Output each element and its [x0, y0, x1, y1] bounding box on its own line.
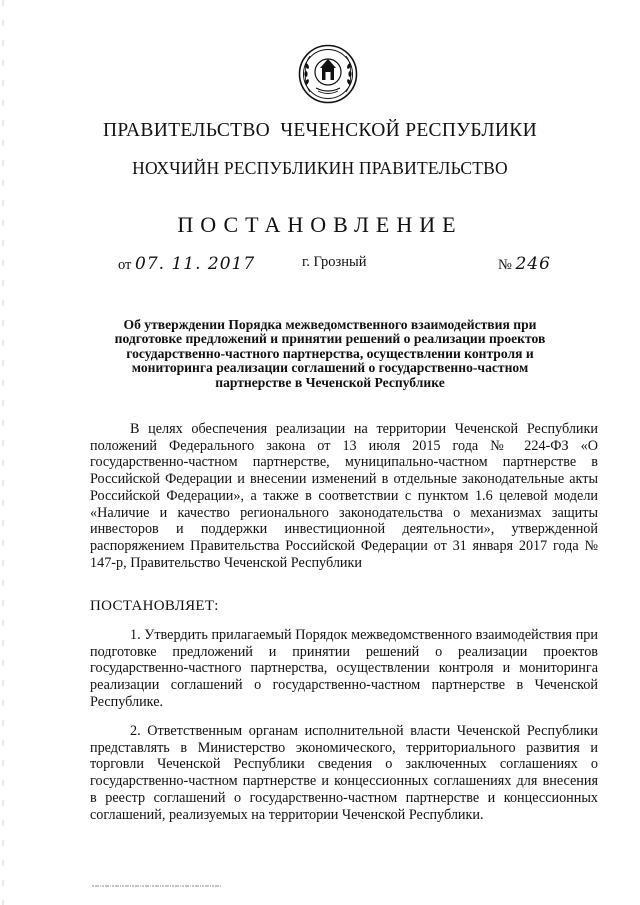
- document-city: г. Грозный: [302, 254, 367, 270]
- document-number: [498, 254, 551, 274]
- government-name-russian: ПРАВИТЕЛЬСТВО ЧЕЧЕНСКОЙ РЕСПУБЛИКИ: [103, 120, 537, 141]
- item-2-paragraph: 2. Ответственным органам исполнительной власти Чеченской Республики представлять в Министерство экономического, территориального развития и торговли Чеченской Республики сведения о заключенных соглашениях о государственно-частном партнерстве и концессионных соглашениях для внесения в реестр соглашений о государственно-частном партнерстве и концессионных соглашений, реализуемых на территории Чеченской Республики.: [90, 723, 598, 823]
- handwritten-date: 07. 11. 2017: [135, 254, 256, 274]
- number-prefix: №: [498, 257, 512, 273]
- coat-of-arms-emblem: [298, 44, 358, 104]
- document-type-title: ПОСТАНОВЛЕНИЕ: [177, 212, 463, 237]
- date-prefix: от: [118, 257, 132, 273]
- government-name-chechen: НОХЧИЙН РЕСПУБЛИКИН ПРАВИТЕЛЬСТВО: [132, 158, 508, 178]
- document-date: [118, 254, 255, 274]
- decree-word: ПОСТАНОВЛЯЕТ:: [90, 598, 219, 614]
- handwritten-number: 246: [515, 254, 551, 274]
- preamble-paragraph: В целях обеспечения реализации на территории Чеченской Республики положений Федерального закона от 13 июля 2015 года № 224-ФЗ «О государственно-частном партнерстве, муниципально-частном партнерстве в Российской Федерации и внесении изменений в отдельные законодательные акты Российской Федерации», а также в соответствии с пунктом 1.6 целевой модели «Наличие и качество регионального законодательства о механизмах защиты инвесторов и поддержки инвестиционной деятельности», утвержденной распоряжением Правительства Российской Федерации от 31 января 2017 года № 147-р, Правительство Чеченской Республики: [90, 421, 598, 571]
- document-subject-heading: Об утверждении Порядка межведомственного взаимодействия при подготовке предложений и принятии решений о реализации проектов государственно-частного партнерства, осуществлении контроля и мониторинга реализации соглашений о государственно-частном партнерстве в Чеченской Республике: [114, 317, 546, 390]
- footer-print-line: [92, 884, 222, 888]
- item-1-paragraph: 1. Утвердить прилагаемый Порядок межведомственного взаимодействия при подготовке предложений и принятии решений о реализации проектов государственно-частного партнерства, осуществлении контроля и мониторинга реализации соглашений о государственно-частном партнерстве в Чеченской Республике.: [90, 627, 598, 710]
